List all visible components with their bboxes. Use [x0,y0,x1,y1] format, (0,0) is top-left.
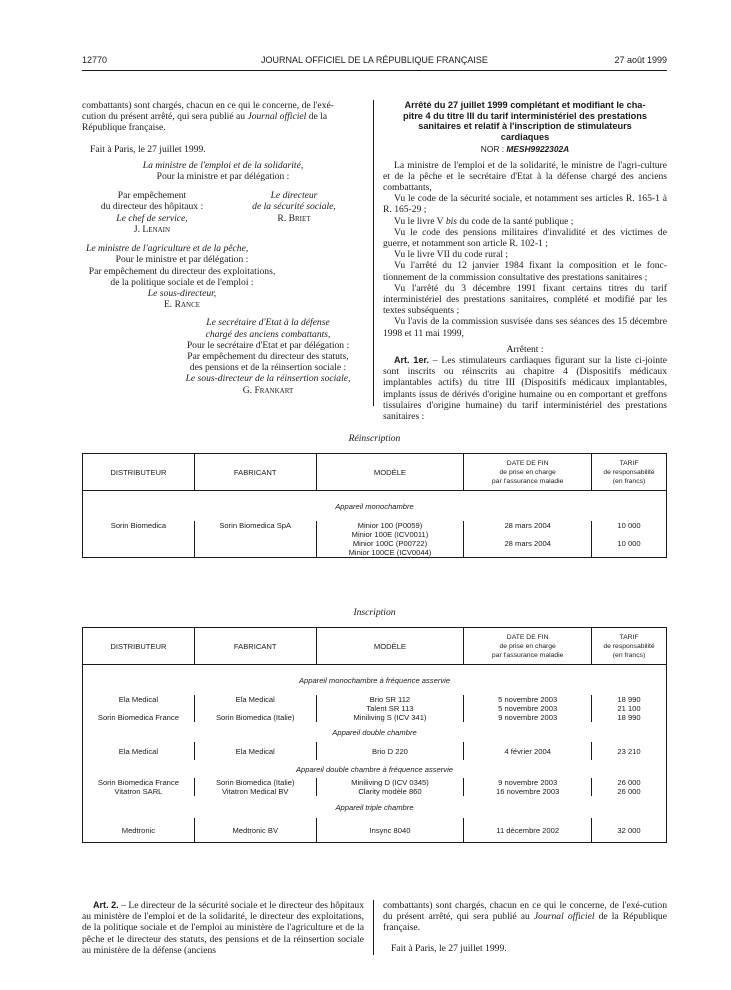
cell-tarif: 18 990 [617,695,641,704]
issue-date: 27 août 1999 [614,55,667,65]
date-head-3: par l'assurance maladie [491,651,564,659]
cell-date [464,530,592,539]
col-tarif [592,454,667,491]
group-subtitle: Appareil monochambre à fréquence asservie [298,675,451,685]
signature-right [224,190,364,224]
cell-distributeur: Vitatron SARL [83,787,195,796]
table-header [83,454,667,491]
para-2: Vu le code de la sécurité sociale, et notamment ses articles R. 165-1 à R. 165-29 ; [383,193,667,216]
col-date [464,454,592,491]
group-subtitle: Appareil triple chambre [335,802,414,812]
page-number: 12770 [82,55,108,65]
group-subtitle-row [83,796,667,818]
closing-line-1: combattants) sont chargés, chacun en ce qui le concerne, de l'exé- [82,100,334,111]
sous-directeur: Le sous-directeur, [147,288,217,300]
cell-fabricant: Ela Medical [194,742,316,760]
cell-fabricant [194,704,316,713]
date-head-1: DATE DE FIN [506,459,549,467]
art1-text: – Les stimulateurs cardiaques figurant sur la liste ci-jointe sont inscrits ou réinscrits au chapitre 4 (Dispositifs médicaux implantables actifs) du titre III (Dispositifs médicaux implantables, implants issus de dérivés d'origine humaine ou en comportant et greffons tissulaires d'origine humaine) du tarif interministériel des prestations sanitaires : [383,355,667,423]
journal-title: JOURNAL OFFICIEL DE LA RÉPUBLIQUE FRANÇAISE [261,55,488,65]
cell-modele: Minior 100CE (ICV0044) [316,548,464,558]
cell-tarif: 10 000 [617,539,641,548]
footer-right [383,900,667,954]
agri-line-1: Pour le ministre et par délégation : [115,254,249,266]
secretaire-6: Le sous-directeur de la réinsertion sociale, [185,373,351,385]
cell-date: 9 novembre 2003 [464,778,592,787]
header-rule [82,70,667,71]
cell-distributeur: Sorin Biomedica [83,521,195,530]
table-row [83,713,667,722]
group-subtitle-row [83,760,667,778]
date-head-2: de prise en charge [499,642,556,650]
col-fabricant: FABRICANT [194,454,316,491]
para-5: Vu le livre VII du code rural ; [394,249,509,261]
closing-line-2: cution du présent arrêté, qui sera publié au Journal officiel de la [82,111,328,123]
agri-delegation [82,254,282,310]
cell-modele: Talent SR 113 [316,704,464,713]
page-header [82,55,667,69]
footer-closing: combattants) sont chargés, chacun en ce qui le concerne, de l'exé-cution du présent arrêté, qui sera publié au Journal officiel de la République française. [383,900,667,934]
sig-right-1: Le directeur [270,190,318,202]
group-subtitle: Appareil double chambre [332,727,417,737]
col-distributeur: DISTRIBUTEUR [83,628,195,665]
table-row [83,778,667,787]
table-row [83,539,667,548]
para-8: Vu l'avis de la commission susvisée dans ses séances des 15 décembre 1998 et 11 mai 1999, [383,316,667,339]
cell-date: 11 décembre 2002 [464,818,592,843]
table-row [83,548,667,558]
signatory-rance: E. Rance [163,299,201,311]
art2-text: – Le directeur de la sécurité sociale et le directeur des hôpitaux au ministère de l'emploi et de la solidarité, le directeur des exploitations, de la politique sociale et de l'emploi au ministère de l'agriculture et de la pêche et le directeur des statuts, des pensions et de la réinsertion sociale au ministère de la défense (anciens [82,900,365,956]
title-line-1: Arrêté du 27 juillet 1999 complétant et modifiant le cha- [404,100,646,110]
nor-label: NOR : [480,144,505,155]
article-2 [82,900,364,956]
para-6: Vu l'arrêté du 12 janvier 1984 fixant la composition et le fonc-tionnement de la commission consultative des prestations sanitaires ; [383,260,667,283]
table-row [83,787,667,796]
cell-fabricant [194,530,316,539]
cell-tarif [592,530,667,539]
signature-left [82,190,222,235]
group-subtitle-row [83,491,667,522]
table-row [83,818,667,843]
left-column [82,100,364,396]
footer-left [82,900,364,956]
group-subtitle: Appareil monochambre [335,501,414,511]
cell-fabricant: Vitatron Medical BV [194,787,316,796]
table-row [83,530,667,539]
cell-tarif: 21 100 [617,704,641,713]
table-header [83,628,667,665]
cell-distributeur [83,539,195,548]
arrete-title [383,100,667,142]
sig-right-2: de la sécurité sociale, [252,201,336,213]
title-line-4: cardiaques [500,131,550,142]
table-row [83,521,667,530]
tarif-head-3: (en francs) [612,477,646,485]
para-1: La ministre de l'emploi et de la solidarité, le ministre de l'agri-culture et de la pêche et le secrétaire d'Etat à la défense chargé des anciens combattants, [383,159,667,193]
arretent: Arrêtent : [506,343,544,355]
tarif-head-3: (en francs) [612,651,646,659]
cell-modele: Miniliving D (ICV 0345) [316,778,464,787]
col-modele: MODÈLE [316,628,464,665]
cell-date: 16 novembre 2003 [464,787,592,796]
para-3: Vu le livre V bis du code de la santé publique ; [394,215,574,227]
tarif-head-2: de responsabilité [603,642,655,650]
cell-modele: Minior 100C (P00722) [316,539,464,548]
cell-distributeur: Medtronic [83,818,195,843]
cell-tarif: 10 000 [617,521,641,530]
closing-line-3: République française. [82,122,166,134]
cell-tarif [592,548,667,558]
tarif-head-1: TARIF [619,459,639,467]
cell-distributeur [83,704,195,713]
cell-fabricant: Sorin Biomedica (Italie) [194,778,316,787]
right-column [383,100,667,422]
cell-tarif: 23 210 [617,746,641,756]
inscription-title: Inscription [353,607,396,618]
cell-modele: Minior 100 (P0059) [316,521,464,530]
sig-left-3: Le chef de service, [116,212,188,224]
cell-modele: Brio SR 112 [316,695,464,704]
title-line-2: pitre 4 du titre III du tarif interministériel des prestations [402,110,648,121]
cell-modele: Brio D 220 [316,742,464,760]
secretaire-3: Pour le secrétaire d'Etat et par délégation : [186,339,350,351]
agri-line-2: Par empêchement du directeur des exploitations, [88,265,276,277]
reinscription-table [82,453,667,558]
cell-distributeur: Ela Medical [83,695,195,704]
cell-date: 4 février 2004 [464,742,592,760]
cell-fabricant [194,539,316,548]
reinscription-title: Réinscription [348,433,401,444]
agri-line-3: de la politique sociale et de l'emploi : [110,276,254,288]
cell-date: 28 mars 2004 [464,521,592,530]
cell-modele: Miniliving S (ICV 341) [316,713,464,722]
article-1 [383,355,667,422]
cell-tarif: 26 000 [617,778,641,787]
col-tarif [592,628,667,665]
date-head-2: de prise en charge [499,468,556,476]
table-row [83,704,667,713]
date-head-1: DATE DE FIN [506,633,549,641]
pour-ministre: Pour la ministre et par délégation : [156,171,290,183]
col-date [464,628,592,665]
group-subtitle: Appareil double chambre à fréquence asservie [295,764,454,774]
cell-tarif: 26 000 [617,787,641,796]
nor-reference [383,144,667,155]
cell-date: 5 novembre 2003 [464,704,592,713]
cell-fabricant: Sorin Biomedica SpA [194,521,316,530]
cell-date: 28 mars 2004 [464,539,592,548]
footer-fait: Fait à Paris, le 27 juillet 1999. [391,942,507,954]
cell-tarif: 18 990 [617,713,641,722]
tarif-head-1: TARIF [619,633,639,641]
cell-fabricant: Ela Medical [194,695,316,704]
title-line-3: sanitaires et relatif à l'inscription de stimulateurs [418,121,632,132]
cell-modele: Insync 8040 [316,818,464,843]
para-4: Vu le code des pensions militaires d'invalidité et des victimes de guerre, et notamment son article R. 102-1 ; [383,226,667,249]
secretaire-4: Par empêchement du directeur des statuts, [187,351,349,363]
date-head-3: par l'assurance maladie [491,477,564,485]
secretaire-5: des pensions et de la réinsertion sociale : [189,362,347,374]
table-row [83,742,667,760]
cell-distributeur: Sorin Biomedica France [83,713,195,722]
cell-fabricant: Medtronic BV [194,818,316,843]
cell-distributeur: Sorin Biomedica France [83,778,195,787]
col-fabricant: FABRICANT [194,628,316,665]
sig-right-3: R. Briet [277,212,311,224]
cell-date [464,548,592,558]
signature-block-1 [82,190,364,236]
tarif-head-2: de responsabilité [603,468,655,476]
secretaire-2: chargé des anciens combattants, [205,328,331,340]
col-distributeur: DISTRIBUTEUR [83,454,195,491]
sig-left-2: du directeur des hôpitaux : [100,201,204,213]
cell-date: 9 novembre 2003 [464,713,592,722]
table-row [83,695,667,704]
inscription-table [82,627,667,843]
group-subtitle-row [83,665,667,696]
sig-left-4: J. Lenain [133,223,171,235]
para-7: Vu l'arrêté du 3 décembre 1991 fixant certains titres du tarif interministériel des prestations sanitaires, complété et modifié par les textes subséquents ; [383,282,667,317]
cell-fabricant [194,548,316,558]
fait-a-paris: Fait à Paris, le 27 juillet 1999. [90,143,206,155]
footer-divider [373,900,374,955]
sig-left-1: Par empêchement [117,190,187,202]
cell-distributeur [83,548,195,558]
cell-tarif: 32 000 [617,825,641,835]
cell-fabricant: Sorin Biomedica (Italie) [194,713,316,722]
column-divider [373,100,374,406]
col-modele: MODÈLE [316,454,464,491]
secretaire-block [172,317,364,395]
cell-date: 5 novembre 2003 [464,695,592,704]
ministre-emploi: La ministre de l'emploi et de la solidarité, [142,159,304,171]
art1-label: Art. 1er. [394,355,429,366]
ministre-agriculture: Le ministre de l'agriculture et de la pêche, [86,243,249,255]
cell-distributeur: Ela Medical [83,742,195,760]
cell-modele: Minior 100E (ICV0011) [316,530,464,539]
art2-label: Art. 2. [93,900,119,910]
cell-modele: Clarity modèle 860 [316,787,464,796]
group-subtitle-row [83,722,667,742]
secretaire-1: Le secrétaire d'Etat à la défense [206,317,330,329]
signatory-frankart: G. Frankart [242,384,294,396]
nor-code: MESH9922302A [506,144,570,155]
cell-distributeur [83,530,195,539]
